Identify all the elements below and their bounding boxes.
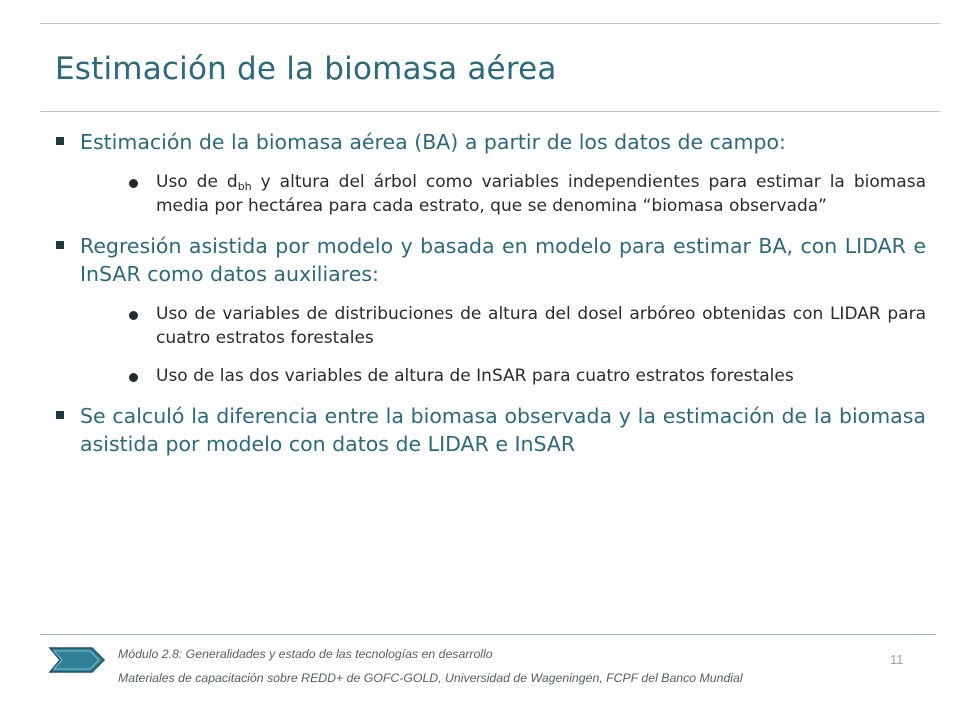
title-divider bbox=[40, 111, 940, 112]
subscript-bh: bh bbox=[237, 180, 252, 193]
bullet-item bbox=[56, 402, 926, 458]
round-bullet-icon bbox=[129, 311, 138, 320]
slide-title: Estimación de la biomasa aérea bbox=[55, 50, 557, 87]
footer-divider bbox=[40, 634, 936, 635]
slide-body bbox=[56, 128, 926, 472]
sub-bullet-item bbox=[156, 170, 926, 218]
bullet-text: Regresión asistida por modelo y basada en modelo para estimar BA, con LIDAR e InSAR como datos auxiliares: bbox=[80, 234, 926, 286]
page-number: 11 bbox=[890, 652, 904, 667]
footer-credits-line: Materiales de capacitación sobre REDD+ de GOFC-GOLD, Universidad de Wageningen, FCPF del Banco Mundial bbox=[118, 671, 743, 685]
square-bullet-icon bbox=[56, 411, 64, 419]
sub-bullet-item bbox=[156, 364, 926, 388]
bullet-item bbox=[56, 232, 926, 288]
square-bullet-icon bbox=[56, 241, 64, 249]
round-bullet-icon bbox=[129, 179, 138, 188]
top-divider bbox=[40, 23, 940, 24]
sub-bullet-text-part: Uso de d bbox=[156, 172, 238, 192]
chevron-arrow-icon bbox=[48, 646, 106, 674]
bullet-text: Se calculó la diferencia entre la biomasa observada y la estimación de la biomasa asistida por modelo con datos de LIDAR e InSAR bbox=[80, 404, 926, 456]
bullet-text: Estimación de la biomasa aérea (BA) a partir de los datos de campo: bbox=[80, 130, 786, 154]
round-bullet-icon bbox=[129, 373, 138, 382]
sub-bullet-text: Uso de variables de distribuciones de altura del dosel arbóreo obtenidas con LIDAR para cuatro estratos forestales bbox=[156, 304, 926, 348]
square-bullet-icon bbox=[56, 137, 64, 145]
sub-bullet-text bbox=[156, 170, 926, 218]
sub-bullet-item bbox=[156, 302, 926, 350]
footer-module-line: Módulo 2.8: Generalidades y estado de las tecnologías en desarrollo bbox=[118, 647, 493, 661]
sub-bullet-text-part: y altura del árbol como variables independientes para estimar la biomasa media por hectárea para cada estrato, que se denomina “biomasa observada” bbox=[156, 172, 926, 216]
bullet-item bbox=[56, 128, 926, 156]
sub-bullet-text: Uso de las dos variables de altura de InSAR para cuatro estratos forestales bbox=[156, 366, 794, 386]
